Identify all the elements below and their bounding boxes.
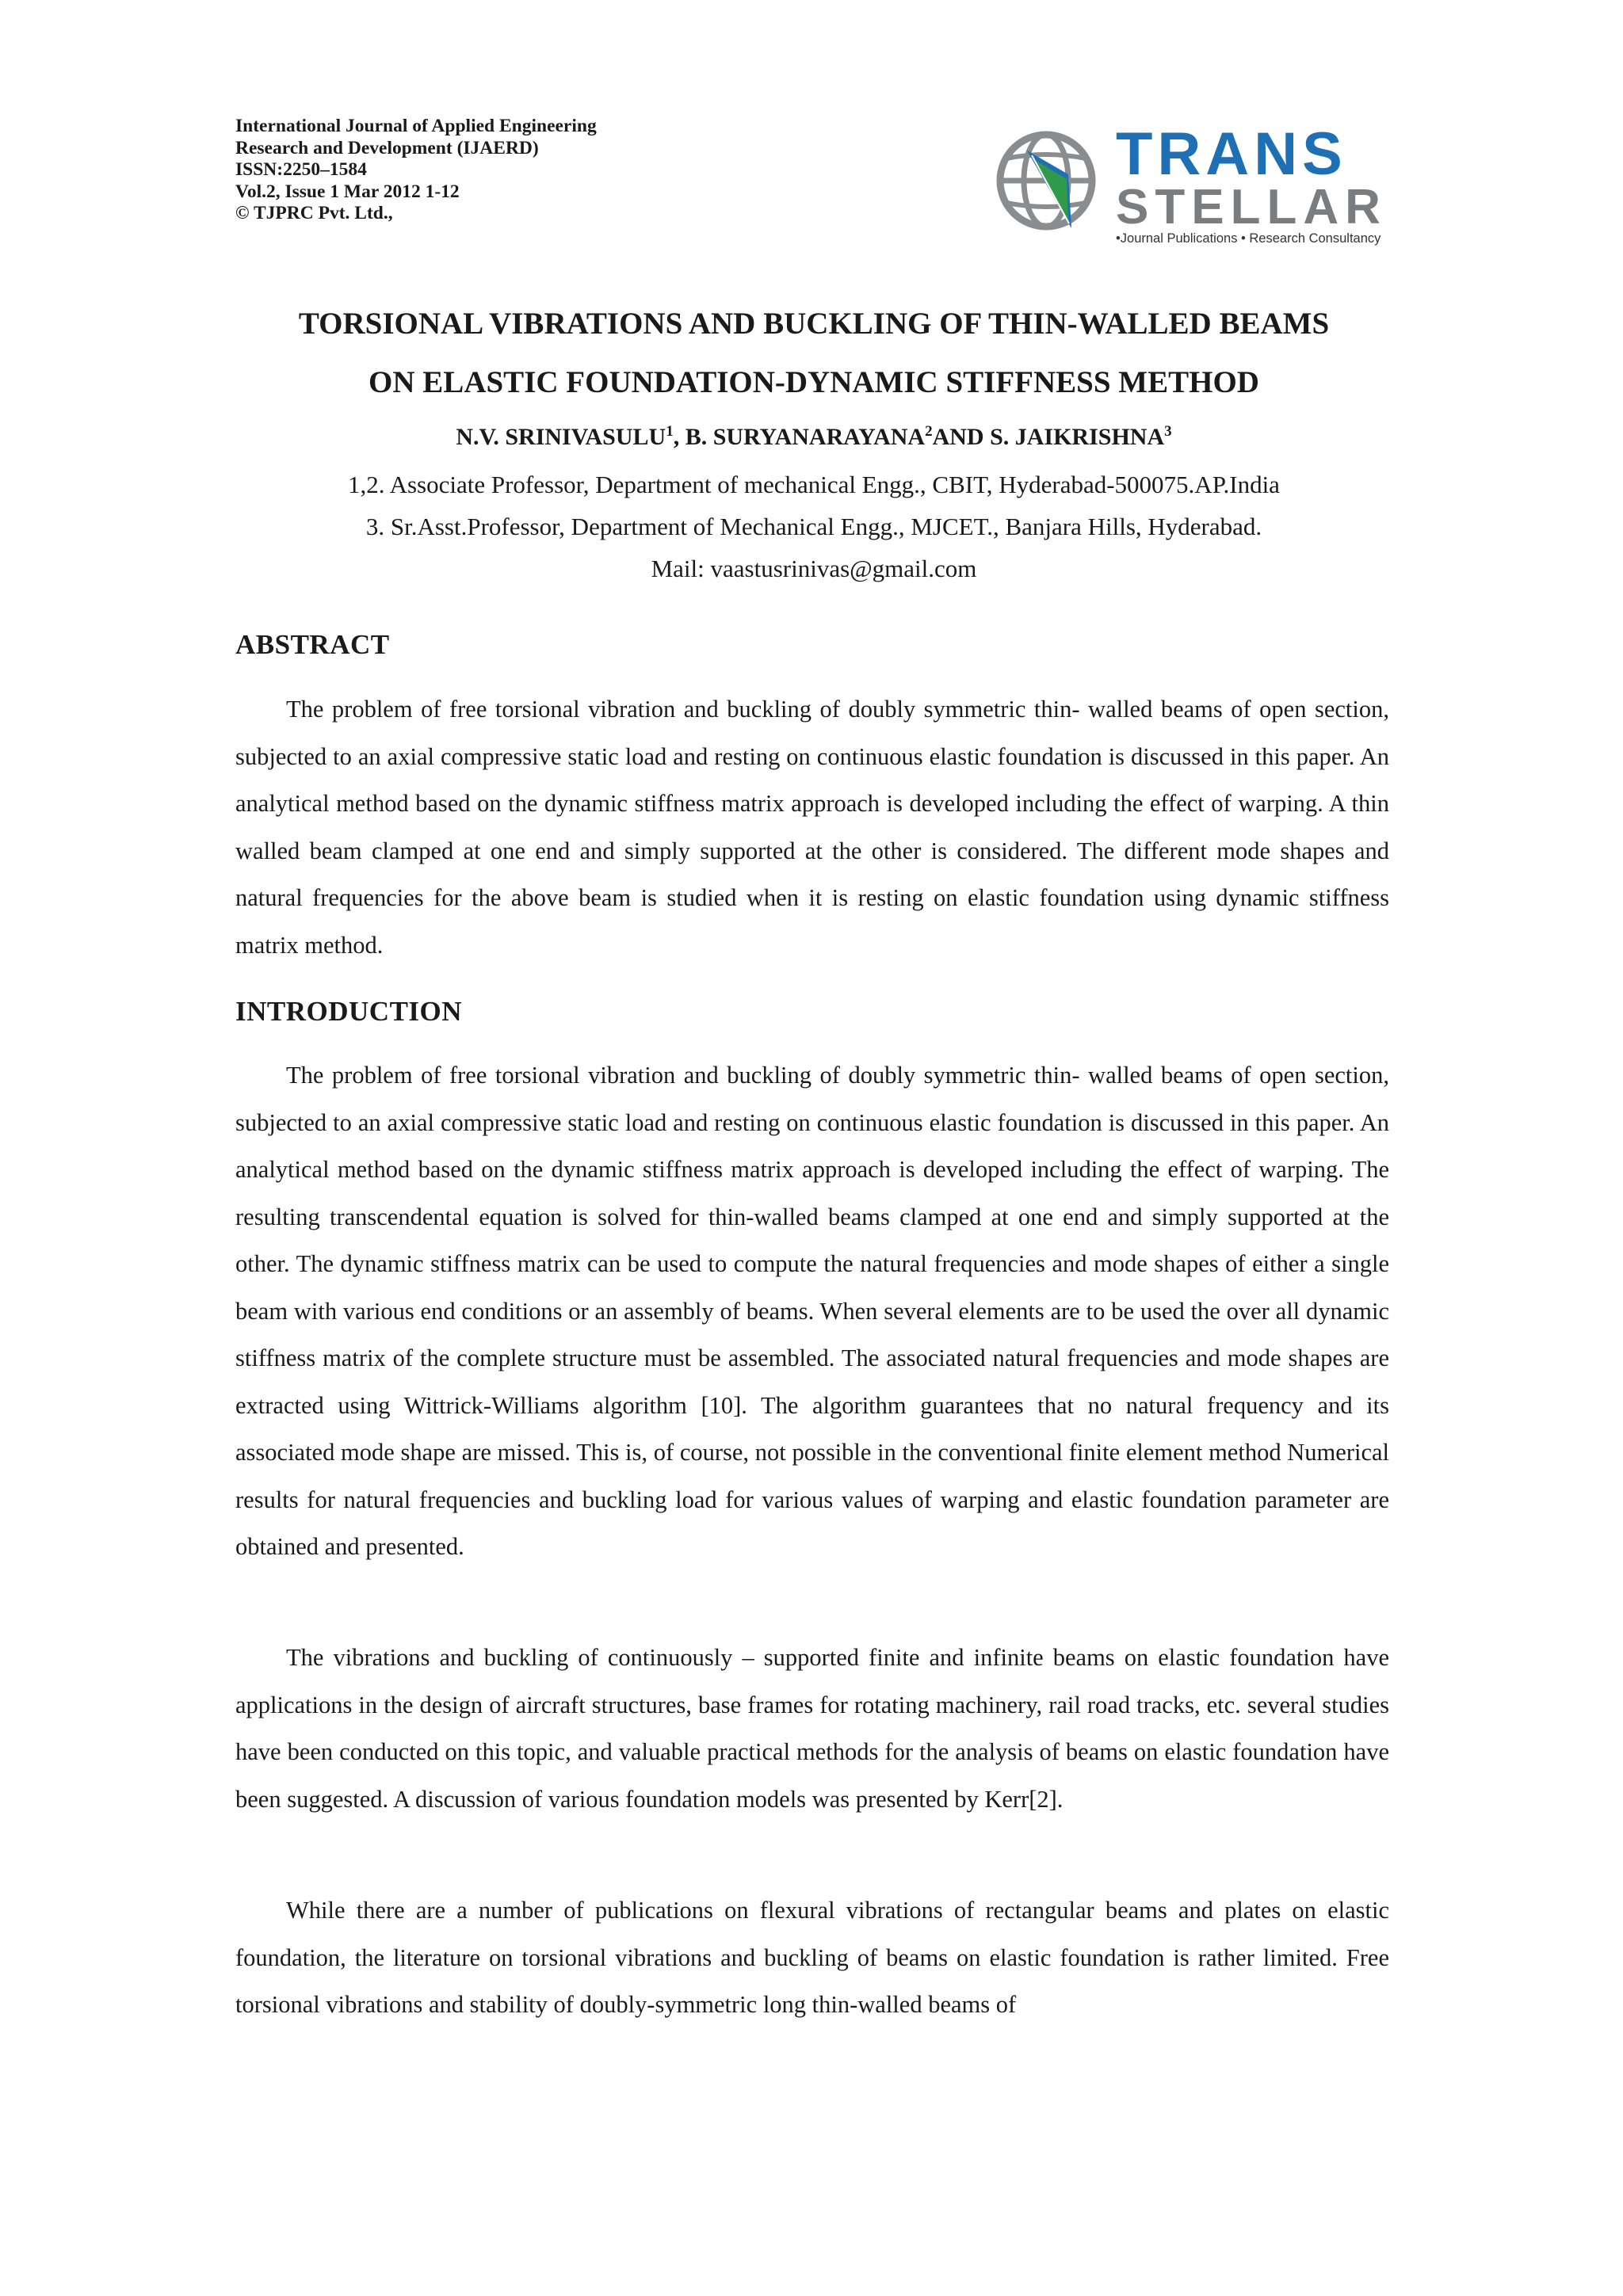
logo-tagline: •Journal Publications • Research Consultancy (1116, 231, 1381, 246)
journal-issn: ISSN:2250–1584 (235, 159, 367, 180)
affiliation-line: 1,2. Associate Professor, Department of mechanical Engg., CBIT, Hyderabad-500075.AP.India (348, 471, 1280, 498)
paper-title (235, 295, 1392, 412)
journal-name-line-2: Research and Development (IJAERD) (235, 137, 539, 158)
author-name: S. JAIKRISHNA (990, 424, 1165, 450)
introduction-paragraph: While there are a number of publications on flexural vibrations of rectangular beams and plates on elastic foundation, the literature on torsional vibrations and buckling of beams on elastic foundation is rather limited. Free torsional vibrations and stability of doubly-symmetric long thin-walled beams of (235, 1897, 1389, 2018)
paper-title-line-2: ON ELASTIC FOUNDATION-DYNAMIC STIFFNESS METHOD (369, 365, 1259, 399)
affiliation-marker: 1 (666, 423, 674, 440)
transstellar-logo (989, 119, 1393, 246)
journal-info (235, 116, 597, 225)
author-separator: AND (932, 424, 991, 450)
introduction-paragraph: The vibrations and buckling of continuously – supported finite and infinite beams on elastic foundation have applications in the design of aircraft structures, base frames for rotating machinery, rail road tracks, etc. several studies have been conducted on this topic, and valuable practical methods for the analysis of beams on elastic foundation have been suggested. A discussion of various foundation models was presented by Kerr[2]. (235, 1644, 1389, 1813)
journal-name-line-1: International Journal of Applied Engineering (235, 116, 597, 136)
affiliation-line: 3. Sr.Asst.Professor, Department of Mechanical Engg., MJCET., Banjara Hills, Hyderabad. (365, 513, 1262, 540)
affiliation-marker: 2 (925, 423, 933, 440)
contact-email: Mail: vaastusrinivas@gmail.com (651, 555, 977, 582)
author-list (235, 420, 1392, 455)
abstract-heading: ABSTRACT (235, 629, 390, 660)
introduction-heading: INTRODUCTION (235, 996, 463, 1027)
affiliation-marker: 3 (1164, 423, 1172, 440)
introduction-paragraph: The problem of free torsional vibration and buckling of doubly symmetric thin- walled beams of open section, subjected to an axial compressive static load and resting on continuous elastic foundation is discussed in this paper. An analytical method based on the dynamic stiffness matrix approach is developed including the effect of warping. The resulting transcendental equation is solved for thin-walled beams clamped at one end and simply supported at the other. The dynamic stiffness matrix can be used to compute the natural frequencies and mode shapes of either a single beam with various end conditions or an assembly of beams. When several elements are to be used the over all dynamic stiffness matrix of the complete structure must be assembled. The associated natural frequencies and mode shapes are extracted using Wittrick-Williams algorithm [10]. The algorithm guarantees that no natural frequency and its associated mode shape are missed. This is, of course, not possible in the conventional finite element method Numerical results for natural frequencies and buckling load for various values of warping and elastic foundation parameter are obtained and presented. (235, 1062, 1389, 1560)
journal-copyright: © TJPRC Pvt. Ltd., (235, 203, 393, 223)
logo-word-trans: TRANS (1116, 120, 1347, 188)
author-name: N.V. SRINIVASULU (456, 424, 666, 450)
paper-title-line-1: TORSIONAL VIBRATIONS AND BUCKLING OF THIN-WALLED BEAMS (298, 307, 1330, 341)
abstract-paragraph: The problem of free torsional vibration and buckling of doubly symmetric thin- walled beams of open section, subjected to an axial compressive static load and resting on continuous elastic foundation is discussed in this paper. An analytical method based on the dynamic stiffness matrix approach is developed including the effect of warping. A thin walled beam clamped at one end and simply supported at the other is considered. The different mode shapes and natural frequencies for the above beam is studied when it is resting on elastic foundation using dynamic stiffness matrix method. (235, 696, 1389, 959)
logo-word-stellar: STELLAR (1116, 180, 1387, 235)
author-name: B. SURYANARAYANA (685, 424, 926, 450)
author-separator: , (673, 424, 685, 450)
journal-volume: Vol.2, Issue 1 Mar 2012 1-12 (235, 181, 460, 202)
